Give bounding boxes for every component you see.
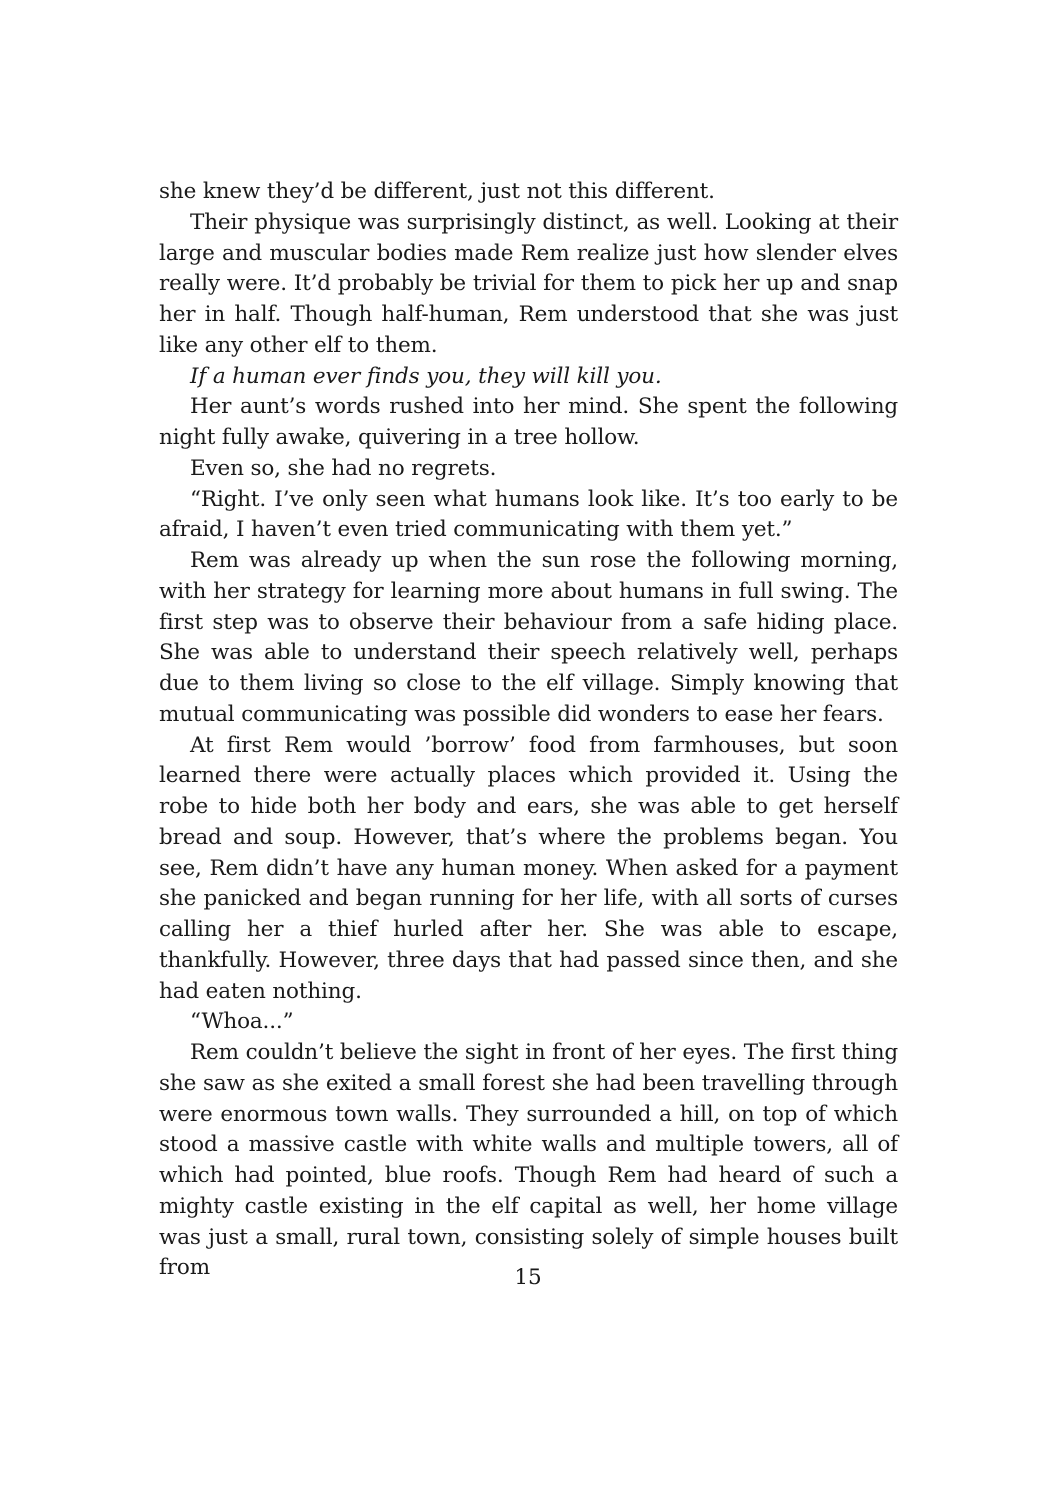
paragraph: Her aunt’s words rushed into her mind. She spent the following night fully awake, quivering in a tree hollow. <box>159 394 898 450</box>
paragraph: Their physique was surprisingly distinct, as well. Looking at their large and muscular bodies made Rem realize just how slender elves really were. It’d probably be trivial for them to pick her up and snap her in half. Though half-human, Rem understood that she was just like any other elf to them. <box>159 209 898 358</box>
page-number: 15 <box>514 1265 542 1290</box>
italic-paragraph: If a human ever finds you, they will kill you. <box>190 363 662 389</box>
paragraph: Rem was already up when the sun rose the following morning, with her strategy for learning more about humans in full swing. The first step was to observe their behaviour from a safe hiding place. She was able to understand their speech relatively well, perhaps due to them living so close to the elf village. Simply knowing that mutual communicating was possible did wonders to ease her fears. <box>159 548 898 727</box>
paragraph: Even so, she had no regrets. <box>190 455 497 481</box>
paragraph: At first Rem would ’borrow’ food from farmhouses, but soon learned there were actually places which provided it. Using the robe to hide both her body and ears, she was able to get herself bread and soup. However, that’s where the problems began. You see, Rem didn’t have any human money. When asked for a payment she panicked and began running for her life, with all sorts of curses calling her a thief hurled after her. She was able to escape, thankfully. However, three days that had passed since then, and she had eaten nothing. <box>159 732 898 1004</box>
dialogue-paragraph: “Whoa...” <box>190 1009 294 1035</box>
body-text <box>159 177 898 1284</box>
paragraph: she knew they’d be different, just not this different. <box>159 179 715 204</box>
paragraph: Rem couldn’t believe the sight in front of her eyes. The first thing she saw as she exited a small forest she had been travelling through were enormous town walls. They surrounded a hill, on top of which stood a massive castle with white walls and multiple towers, all of which had pointed, blue roofs. Though Rem had heard of such a mighty castle existing in the elf capital as well, her home village was just a small, rural town, consisting solely of simple houses built from <box>159 1040 898 1281</box>
dialogue-paragraph: “Right. I’ve only seen what humans look like. It’s too early to be afraid, I haven’t even tried communicating with them yet.” <box>159 486 898 543</box>
